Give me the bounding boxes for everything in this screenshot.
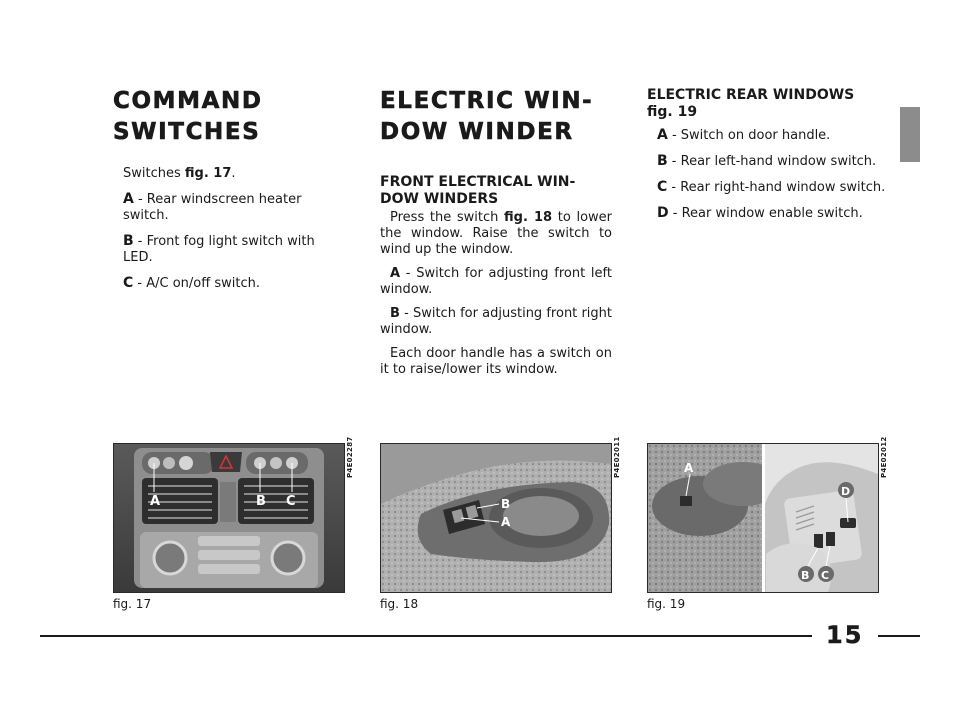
- item-key: A: [390, 266, 401, 281]
- callout-b: B: [801, 569, 810, 582]
- figure-19-photo: [647, 443, 879, 593]
- callout-b: B: [256, 494, 266, 509]
- item-text: - Rear windscreen heater switch.: [123, 192, 302, 223]
- page-number: 15: [826, 621, 864, 649]
- item-text: - Rear left-hand window switch.: [667, 154, 877, 169]
- callout-d: D: [841, 485, 851, 498]
- item-text: - Switch on door handle.: [667, 128, 831, 143]
- list-item: [113, 275, 348, 292]
- title-line: SWITCHES: [113, 119, 261, 145]
- footer-rule: [40, 635, 812, 637]
- list-item: [113, 191, 348, 224]
- item-text: - A/C on/off switch.: [133, 276, 260, 291]
- title-line: DOW WINDER: [380, 119, 574, 145]
- paragraph: [380, 210, 612, 258]
- paragraph: Each door handle has a switch on it to raise/lower its window.: [380, 346, 612, 377]
- list-item: [647, 127, 887, 144]
- item-text: - Front fog light switch with LED.: [123, 234, 315, 265]
- item-key: C: [123, 275, 134, 291]
- item-key: D: [657, 205, 669, 221]
- chapter-tab: [900, 107, 920, 162]
- title-line: ELECTRIC WIN-: [380, 88, 594, 114]
- list-item: [113, 233, 348, 266]
- item-key: C: [657, 179, 668, 195]
- subhead-line: FRONT ELECTRICAL WIN-: [380, 174, 576, 190]
- door-handle-illustration: [381, 444, 611, 592]
- list-item: [380, 306, 612, 338]
- figure-17-photo: [113, 443, 345, 593]
- callout-a: A: [150, 494, 161, 509]
- item-key: B: [123, 233, 134, 249]
- callout-c: C: [286, 494, 296, 509]
- subhead-line: DOW WINDERS: [380, 191, 499, 207]
- figure-caption: fig. 19: [647, 597, 686, 611]
- subheading: [647, 87, 887, 121]
- callout-a: A: [501, 515, 511, 529]
- figure-caption: fig. 17: [113, 597, 152, 611]
- figure-caption: fig. 18: [380, 597, 419, 611]
- figure-code: P4E02012: [880, 436, 888, 478]
- callout-c: C: [821, 569, 830, 582]
- subheading: [380, 174, 612, 208]
- item-text: - Switch for adjusting front right window.: [380, 306, 612, 337]
- command-switches-section: [113, 86, 348, 301]
- dashboard-illustration: [114, 444, 344, 592]
- section-title: [113, 86, 348, 148]
- figure-code: P4E02011: [613, 436, 621, 478]
- callout-a: A: [684, 461, 694, 475]
- item-key: B: [657, 153, 668, 169]
- rear-window-illustration: [648, 444, 878, 592]
- figure-code: P4E02287: [346, 436, 354, 478]
- callout-b: B: [501, 497, 511, 511]
- title-line: COMMAND: [113, 88, 263, 114]
- intro-paragraph: [113, 166, 348, 182]
- figure-18-photo: [380, 443, 612, 593]
- text: .: [231, 166, 236, 181]
- figure-ref: fig. 17: [184, 166, 232, 181]
- footer-rule: [878, 635, 920, 637]
- item-text: - Rear window enable switch.: [668, 206, 863, 221]
- subhead-line: fig. 19: [647, 104, 698, 120]
- list-item: [647, 179, 887, 196]
- text: to lower the window. Raise the switch to wind up the window.: [380, 210, 612, 257]
- figure-ref: fig. 18: [504, 210, 553, 225]
- text: Press the switch: [390, 210, 505, 225]
- list-item: [647, 153, 887, 170]
- item-key: A: [123, 191, 134, 207]
- section-title: [380, 86, 612, 148]
- text: Switches: [123, 166, 185, 181]
- electric-window-winder-section: [380, 86, 612, 378]
- list-item: [380, 266, 612, 298]
- item-text: - Switch for adjusting front left window.: [380, 266, 612, 297]
- list-item: [647, 205, 887, 222]
- subhead-line: ELECTRIC REAR WINDOWS: [647, 87, 855, 103]
- item-key: A: [657, 127, 668, 143]
- item-text: - Rear right-hand window switch.: [667, 180, 886, 195]
- item-key: B: [390, 306, 400, 321]
- rear-windows-section: [647, 86, 887, 231]
